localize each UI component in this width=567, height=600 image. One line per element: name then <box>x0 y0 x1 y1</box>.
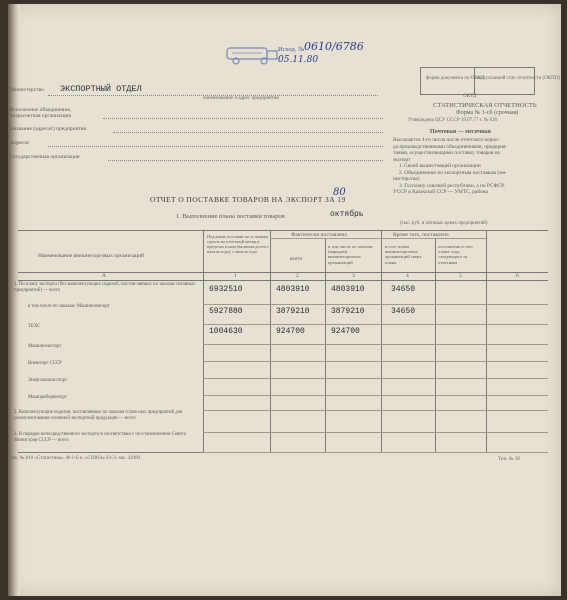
header-line4: Адресат <box>10 140 30 146</box>
report-title: ОТЧЕТ О ПОСТАВКЕ ТОВАРОВ НА ЭКСПОРТ ЗА 19 <box>150 195 346 204</box>
row-label: 2. Комплектующие изделия, поставляемые по заказам голов-ных предприятий для укомплектования основной экспортной продукции — всего <box>14 410 183 421</box>
table-cell-col2: 3879210 <box>276 307 310 316</box>
report-subtitle: 1. Выполнение плана поставки товаров <box>176 213 285 220</box>
org-sub: наименование и адрес предприятия <box>203 96 279 101</box>
header-line3: Название (адресат) предприятия <box>10 126 86 132</box>
table-cell-col3: 924700 <box>331 327 360 336</box>
row-label: Машприборинторг <box>28 395 67 400</box>
col-5-header: поставлено в счет плана года, следующего за отчетным <box>438 244 473 265</box>
group-fact-header: Фактически поставлено <box>291 232 348 238</box>
form-box-left: форма документа по ОКУД <box>426 76 485 81</box>
table-cell-col2: 924700 <box>276 327 305 336</box>
report-month: октябрь <box>330 210 364 219</box>
table-cell-col4: 34650 <box>391 307 416 316</box>
row-label: Внешторг СССР <box>28 361 62 366</box>
row-label: ТЕХС <box>28 324 41 329</box>
col-1-header: Подлежит поставке по условиям сделок на отчетный месяц в пределах плана (включая долги с начала года), с начала года <box>207 234 269 254</box>
row-label: Машиноэкспорт <box>28 344 62 349</box>
col-num-6: 6 <box>516 273 519 279</box>
col-num-1: 1 <box>234 273 237 279</box>
header-line5: Государственная организация <box>10 154 80 160</box>
stat-form: Форма № 1-сб (срочная) <box>456 110 519 116</box>
table-cell-col1: 6932510 <box>209 285 243 294</box>
col-num-a: А <box>102 273 106 279</box>
col-num-4: 4 <box>406 273 409 279</box>
table-cell-col1: 5927880 <box>209 307 243 316</box>
footer-left: Зак. № 810 «Статистика». Ф-1-Б к. «СОЮЗ»/ЗЗ-Э. зак. 42009 <box>10 456 140 461</box>
form-code-box <box>420 67 535 95</box>
col-3-header: в том числе по заказам (нарядам) внешнеторговых организаций <box>328 244 373 265</box>
stat-approved: Утверждена ЦСУ СССР 19.07.77 г. № 626 <box>408 118 498 123</box>
col-num-2: 2 <box>296 273 299 279</box>
ref-label: Исход. № <box>278 46 305 53</box>
header-line2: Всесоюзное объединение, хозрасчетная организация <box>10 107 72 119</box>
col-4-header: в счет плана внешнеторговых организаций сверх плана <box>385 244 422 265</box>
report-units: (тыс. руб. в оптовых ценах предприятий) <box>400 221 488 226</box>
form-box-right: выпускаемой стат. отчетности (ОКПО) <box>477 76 561 81</box>
table-cell-col4: 34650 <box>391 285 416 294</box>
postal-title: Почтовая — месячная <box>430 129 491 135</box>
report-year: 80 <box>333 187 346 198</box>
row-label: Энергомашэкспорт <box>28 378 68 383</box>
row-label: 3. В порядке непосредственного экспорта в соответствии с по-становлением Совета Министров СССР — всего <box>14 432 186 443</box>
row-label: 1. По плану экспорта (без комплектующих изделий, постав-ляемых по заказам головных предприятий) — всего <box>14 282 196 293</box>
col-2-header: всего <box>290 256 303 262</box>
org-prefix: Министерство <box>10 87 44 93</box>
row-label: в том числе по заказам: Машиноимпорт <box>28 304 110 309</box>
org-typed-name: ЭКСПОРТНЫЙ ОТДЕЛ <box>60 84 142 94</box>
org-stamp <box>224 44 280 68</box>
footer-right: Тип. № 18 <box>498 457 520 462</box>
col-num-3: 3 <box>352 273 355 279</box>
ref-number: 0610/6786 <box>304 40 364 53</box>
form-box-code: ОКУД <box>463 94 477 99</box>
table-cell-col3: 3879210 <box>331 307 365 316</box>
ref-date: 05.11.80 <box>278 55 319 65</box>
postal-body: Высылается 4-го числа после отчетного перио- да производственными объединениями, предприя- тиями, осуществляющими поставку товаров на экспорт 1. Своей вышестоящей организации 2. Объединению по экспортным поставкам (ми- нистерства) 3. Госплану союзной республики, а по РСФСР, УССР и Казахской ССР — УМТС, района <box>393 137 508 195</box>
col-num-5: 5 <box>459 273 462 279</box>
col-a-header: Наименование внешнеторговых организаций <box>38 253 144 259</box>
table-cell-col3: 4803910 <box>331 285 365 294</box>
table-cell-col1: 1004630 <box>209 327 243 336</box>
stat-title: СТАТИСТИЧЕСКАЯ ОТЧЕТНОСТЬ <box>433 102 537 109</box>
group-short-header: Кроме того, поставлено <box>393 232 449 238</box>
document-page <box>8 4 561 596</box>
table-cell-col2: 4803910 <box>276 285 310 294</box>
